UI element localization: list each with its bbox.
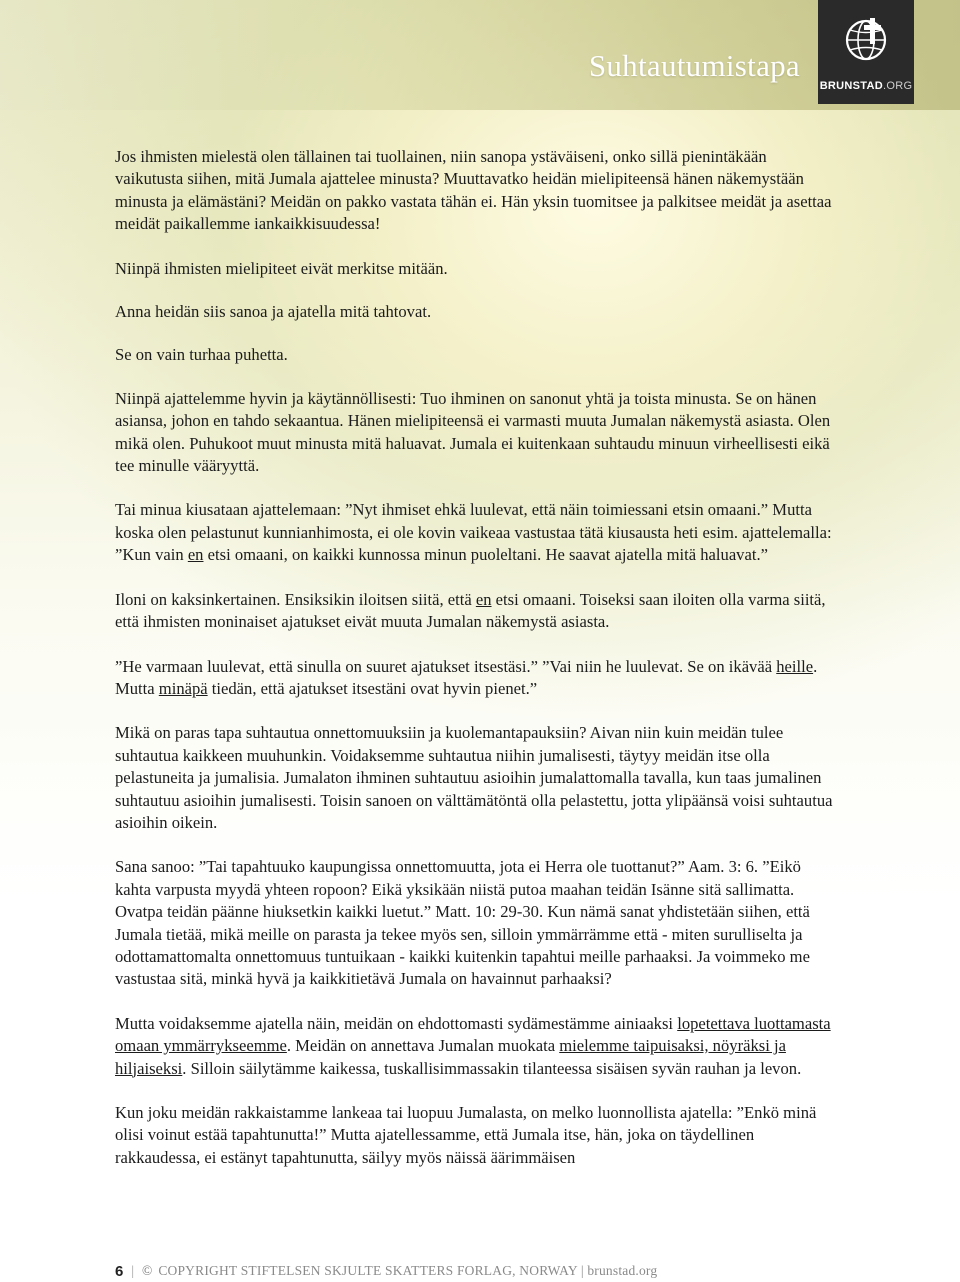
paragraph	[115, 1013, 835, 1080]
underlined-text: minäpä	[158, 678, 208, 698]
brunstad-logo[interactable]	[818, 0, 914, 104]
document-body	[115, 146, 835, 1191]
logo-wordmark: BRUNSTAD.ORG	[819, 80, 913, 92]
paragraph	[115, 856, 835, 990]
paragraph-text: Kun joku meidän rakkaistamme lankeaa tai luopuu Jumalasta, on melko luonnollista ajatella: ”Enkö minä olisi voinut estää tapahtunutta!” Mutta ajatellessamme, että Jumala itse, hän, joka on täydellinen rakkaudessa, ei estänyt tapahtunutta, säilyy myös näissä äärimmäisen	[115, 1103, 817, 1167]
paragraph-text: Jos ihmisten mielestä olen tällainen tai tuollainen, niin sanopa ystäväiseni, onko sillä pienintäkään vaikutusta siihen, mitä Jumala ajattelee minusta? Muuttavatko heidän mielipiteensä hänen näkemystään minusta ja elämästäni? Meidän on pakko vastata tähän ei. Hän yksin tuomitsee ja palkitsee meidät ja asettaa meidät paikallemme iankaikkisuudessa!	[115, 147, 832, 234]
footer-separator: |	[131, 1263, 135, 1278]
paragraph-text: . Meidän on annettava Jumalan muokata	[286, 1036, 560, 1056]
paragraph	[115, 388, 835, 478]
copyright-icon: ©	[142, 1263, 153, 1278]
paragraph-text: Anna heidän siis sanoa ja ajatella mitä tahtovat.	[115, 302, 432, 322]
paragraph	[115, 301, 835, 323]
paragraph-text: . Silloin säilytämme kaikessa, tuskallisimmassakin tilanteessa sisäisen syvän rauhan ja levon.	[182, 1058, 802, 1078]
underlined-text: lopetettava luottamasta omaan ymmärrykseemme	[115, 1013, 831, 1056]
paragraph-text: Mikä on paras tapa suhtautua onnettomuuksiin ja kuolemantapauksiin? Aivan niin kuin meidän tulee suhtautua kaikkeen muuhunkin. Voidaksemme suhtautua niihin jumalisesti, täytyy meidän itse olla pelastuneita ja jumalisia. Jumalaton ihminen suhtautuu asioihin jumalattomalla tavalla, kun taas jumalinen suhtautuu asioihin jumalisesti. Toisin sanoen on välttämätöntä olla pelastettu, jotta ylipäänsä voisi suhtautua asioihin oikein.	[115, 723, 833, 832]
page-number: 6	[115, 1262, 124, 1280]
paragraph-text: Mutta voidaksemme ajatella näin, meidän on ehdottomasti sydämestämme ainiaaksi	[115, 1013, 678, 1033]
copyright-text: COPYRIGHT STIFTELSEN SKJULTE SKATTERS FORLAG, NORWAY | brunstad.org	[158, 1263, 658, 1278]
page-title: Suhtautumistapa	[588, 48, 800, 83]
underlined-text: mielemme taipuisaksi, nöyräksi ja hiljaiseksi	[115, 1036, 786, 1078]
paragraph-text: . Mutta	[115, 656, 818, 698]
paragraph	[115, 589, 835, 634]
paragraph-text: Iloni on kaksinkertainen. Ensiksikin iloitsen siitä, että	[115, 589, 476, 609]
paragraph	[115, 499, 835, 566]
globe-cross-icon	[844, 16, 888, 66]
header-background	[0, 0, 960, 110]
paragraph	[115, 344, 835, 366]
paragraph-text: etsi omaani. Toiseksi saan iloiten olla varma siitä, että ihmisten moninaiset ajatukset eivät muuta Jumalan näkemystä asiasta.	[115, 589, 826, 632]
paragraph	[115, 656, 835, 701]
paragraph-text: Se on vain turhaa puhetta.	[115, 345, 288, 365]
paragraph	[115, 258, 835, 280]
paragraph-text: Niinpä ajattelemme hyvin ja käytännöllisesti: Tuo ihminen on sanonut yhtä ja toista minusta. Se on hänen asiansa, johon en tahdo sekaantua. Hänen mielipiteensä ei varmasti muuta Jumalan näkemystä asiasta. Olen mikä olen. Puhukoot muut minusta mitä haluavat. Jumala ei kuitenkaan suhtaudu minuun virheellisesti eikä tee minulle vääryyttä.	[115, 388, 831, 476]
underlined-text: en	[187, 545, 204, 565]
paragraph	[115, 1102, 835, 1169]
paragraph-text: Tai minua kiusataan ajattelemaan: ”Nyt ihmiset ehkä luulevat, että näin toimiessani etsin omaani.” Mutta koska olen pelastunut kunnianhimosta, ei ole kovin vaikeaa vastustaa tätä kiusausta heti esim. ajattelemalla: ”Kun vain	[115, 500, 832, 565]
paragraph-text: ”He varmaan luulevat, että sinulla on suuret ajatukset itsestäsi.” ”Vai niin he luulevat. Se on ikävää	[115, 656, 777, 676]
paragraph-text: Niinpä ihmisten mielipiteet eivät merkitse mitään.	[115, 258, 448, 278]
underlined-text: heille	[776, 656, 814, 676]
underlined-text: en	[475, 589, 492, 609]
paragraph	[115, 146, 835, 236]
paragraph	[115, 722, 835, 834]
page-footer	[115, 1261, 657, 1281]
paragraph-text: Sana sanoo: ”Tai tapahtuuko kaupungissa onnettomuutta, jota ei Herra ole tuottanut?” Aam. 3: 6. ”Eikö kahta varpusta myydä yhteen ropoon? Eikä yksikään niistä putoa maahan teidän Isänne sitä sallimatta. Ovatpa teidän päänne hiuksetkin kaikki luetut.” Matt. 10: 29-30. Kun nämä sanat yhdistetään siihen, että Jumala tietää, mikä meille on parasta ja tekee myös sen, silloin ymmärrämme että - miten surulliselta ja odottamattomalta onnettomuus tuntuikaan - kaikki kuitenkin tapahtui meille parhaaksi. Ja voimmeko me vastustaa sitä, minkä hyvä ja kaikkitietävä Jumala on havainnut parhaaksi?	[115, 857, 810, 989]
paragraph-text: etsi omaani, on kaikki kunnossa minun puoleltani. He saavat ajatella mitä haluavat.”	[203, 545, 768, 565]
paragraph-text: tiedän, että ajatukset itsestäni ovat hyvin pienet.”	[207, 678, 538, 698]
